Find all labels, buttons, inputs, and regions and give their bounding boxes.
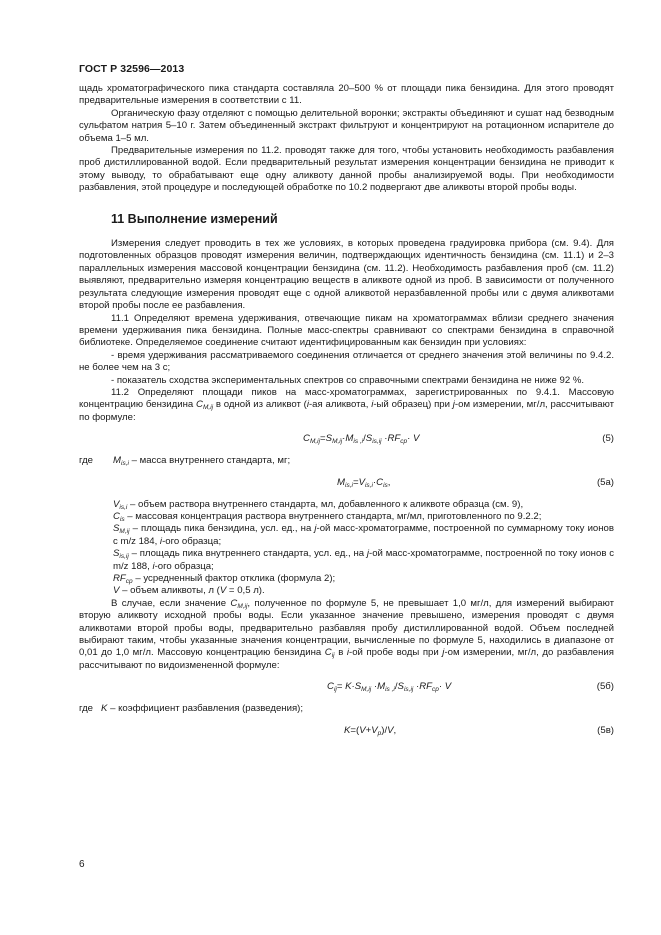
formula-expression: $M_{is,i}=V_{is,i}\cdot C_{is}$, [337,476,391,489]
page-number: 6 [79,859,85,870]
formula-number: (5а) [596,476,614,488]
paragraph: щадь хроматографического пика стандарта составляла 20–500 % от площади пика бензидина. Для этого проводят предварительные измерения в соответствии с 11. [79,83,614,107]
formula-expression: $C_{ij}= K\cdot S_{M,ij} \cdot M_{is ,i}/S_{is,ij} \cdot RF_{cp}\cdot V$ [327,681,452,694]
document-body [79,83,614,747]
paragraph: Измерения следует проводить в тех же условиях, в которых проведена градуировка прибора (см. 9.4). Для подготовленных образцов проводят измерения величин, подтверждающих идентичность бензидина (см. 11.1) и 2–3 параллельных измерения массовой концентрации бензидина (см. 11.2). Необходимость разбавления проб (см. 11.2) выявляют, предварительно измеряя концентрацию веществ в аликвоте одной из проб. В зависимости от полученного результата следующие измерения проводят еще с одной аликвотой неразбавленной пробы или с двумя аликвотами второй пробы после ее разбавления. [79,238,614,312]
definition-k: где K – коэффициент разбавления (разведения); [79,703,304,715]
section-title: 11 Выполнение измерений [111,211,278,226]
formula-number: (5в) [597,724,614,736]
formula-5a [79,477,614,490]
definition-rf: $RF_{cp}$ – усредненный фактор отклика (формула 2); [113,573,336,585]
definition-v-is: $V_{is,i}$ – объем раствора внутреннего стандарта, мл, добавленного к аликвоте образца (см. 9), [113,498,524,511]
paragraph: 11.2 Определяют площади пиков на масс-хроматограммах, зарегистрированных по 9.4.1. Массовую концентрацию бензидина $C_{M,ij}$ в одной из аликвот (i-ая аликвота, i-ый образец) при j-ом измерении, мг/л, рассчитывают по формуле: [79,386,615,423]
definition-c-is: $C_{is}$ – массовая концентрация раствора внутреннего стандарта, мг/мл, приготовленного по 9.2.2; [113,510,542,523]
definition-v: V – объем аликвоты, л (V = 0,5 л). [113,585,265,597]
paragraph: - время удерживания рассматриваемого соединения отличается от среднего значения этой величины по 9.4.2. не более чем на 3 с; [79,349,614,374]
paragraph: 11.1 Определяют времена удерживания, отвечающие пикам на хроматограммах вблизи среднего значения времени удерживания пика бензидина. Полные масс-спектры сравнивают со спектрами бензидина в справочной библиотеке. Определяемое соединение считают идентифицированным как бензидин при условиях: [79,312,614,349]
formula-5c [79,725,614,738]
paragraph: Органическую фазу отделяют с помощью делительной воронки; экстракты объединяют и сушат над безводным сульфатом натрия 5–10 г. Затем объединенный экстракт фильтруют и концентрируют на ротационном испарителе до объема 1–5 мл. [79,107,614,144]
formula-number: (5) [602,433,614,445]
document-header: ГОСТ Р 32596—2013 [79,63,185,75]
paragraph: Предварительные измерения по 11.2. проводят также для того, чтобы установить необходимость разбавления проб дистиллированной водой. Если предварительный результат измерения концентрации бензидина не приводит к этому выводу, то обрабатывают еще одну аликвоту данной пробы анализируемой воды. При необходимости разбавления, этой процедуре и последующей обработке по 10.2 подвергают две аликвоты второй пробы воды. [79,145,614,194]
paragraph: - показатель сходства экспериментальных спектров со справочными спектрами бензидина не ниже 92 %. [111,374,585,386]
paragraph: В случае, если значение $C_{M,ij}$, полученное по формуле 5, не превышает 1,0 мг/л, для измерений выбирают вторую аликвоту исходной пробы воды. Если указанное значение превышено, измерения проводят с двумя аликвотами второй пробы воды, предварительно разбавляя пробу дистиллированной водой. Объем последней выбирают таким, чтобы указанные значения концентрации, вычисленные по формуле 5, находились в диапазоне от 0,01 до 1,0 мг/л. Массовую концентрацию бензидина $C_{ij}$ в i-ой пробе воды при j-ом измерении, мг/л, до разбавления рассчитывают по видоизмененной формуле: [79,597,614,671]
variable-definitions [113,499,614,598]
formula-expression: $K=(V+V_p)/V$, [344,724,397,737]
definition-s-is: $S_{is,ij}$ – площадь пика внутреннего стандарта, усл. ед., на j-ой масс-хроматограмме, построенной по току ионов с m/z 188, i-ого образца; [113,548,614,572]
definition-s-m: $S_{M,ij}$ – площадь пика бензидина, усл. ед., на j-ой масс-хроматограмме, построенной по суммарному току ионов с m/z 184, i-ого образца; [113,523,614,547]
formula-5b [79,681,614,694]
formula-number: (5б) [596,681,614,693]
formula-5 [79,433,614,446]
formula-expression: $C_{M,ij}=S_{M,ij}\cdot M_{is ,i}/S_{is,ij} \cdot RF_{cp}\cdot V$ [303,433,420,446]
definition-m-is: где $M_{is,i}$ – масса внутреннего стандарта, мг; [79,455,291,468]
